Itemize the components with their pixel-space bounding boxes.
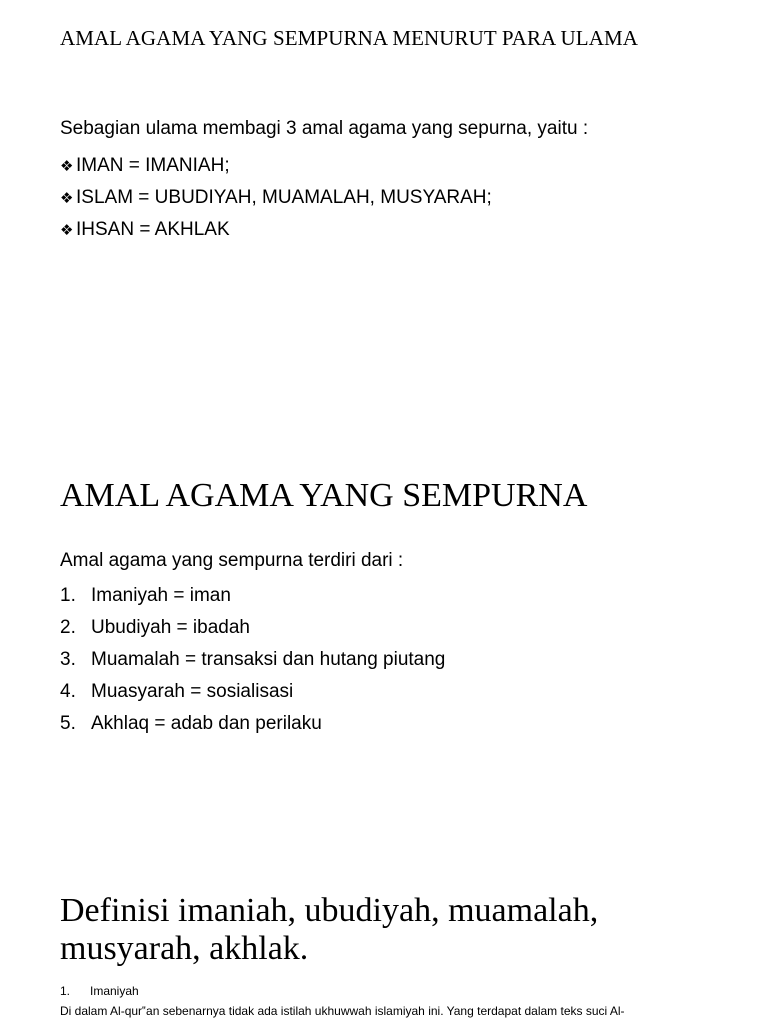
- item-number: 5.: [60, 713, 76, 734]
- numbered-item: [60, 644, 445, 676]
- section2-title: AMAL AGAMA YANG SEMPURNA: [60, 477, 588, 514]
- section1-title: AMAL AGAMA YANG SEMPURNA MENURUT PARA ULAMA: [60, 26, 639, 50]
- item-number: 3.: [60, 649, 76, 670]
- bullet-item: [60, 150, 492, 182]
- sub-item-text: Imaniyah: [90, 984, 139, 998]
- bullet-text: IHSAN = AKHLAK: [76, 219, 230, 240]
- numbered-item: [60, 676, 445, 708]
- bullet-text: IMAN = IMANIAH;: [76, 155, 230, 176]
- section1-bullet-list: [60, 150, 492, 246]
- item-text: Akhlaq = adab dan perilaku: [91, 713, 322, 734]
- numbered-item: [60, 708, 445, 740]
- item-text: Imaniyah = iman: [91, 585, 231, 606]
- item-number: 2.: [60, 617, 76, 638]
- item-text: Muamalah = transaksi dan hutang piutang: [91, 649, 446, 670]
- item-number: 1.: [60, 585, 76, 606]
- item-text: Muasyarah = sosialisasi: [91, 681, 294, 702]
- section2-intro: Amal agama yang sempurna terdiri dari :: [60, 550, 404, 571]
- bullet-item: [60, 182, 492, 214]
- section1-intro: Sebagian ulama membagi 3 amal agama yang sepurna, yaitu :: [60, 118, 589, 139]
- bullet-item: [60, 214, 492, 246]
- diamond-bullet-icon: ❖: [60, 157, 74, 175]
- section3-sub-item: [60, 984, 139, 998]
- item-text: Ubudiyah = ibadah: [91, 617, 250, 638]
- numbered-item: [60, 580, 445, 612]
- diamond-bullet-icon: ❖: [60, 189, 74, 207]
- section2-numbered-list: [60, 580, 445, 740]
- bullet-text: ISLAM = UBUDIYAH, MUAMALAH, MUSYARAH;: [76, 187, 492, 208]
- numbered-item: [60, 612, 445, 644]
- diamond-bullet-icon: ❖: [60, 221, 74, 239]
- sub-item-number: 1.: [60, 984, 71, 998]
- section3-title: Definisi imaniah, ubudiyah, muamalah, musyarah, akhlak.: [60, 892, 599, 967]
- item-number: 4.: [60, 681, 76, 702]
- section3-body-text: Di dalam Al-qur‟an sebenarnya tidak ada istilah ukhuwwah islamiyah ini. Yang terdapat dalam teks suci Al-: [60, 1004, 625, 1018]
